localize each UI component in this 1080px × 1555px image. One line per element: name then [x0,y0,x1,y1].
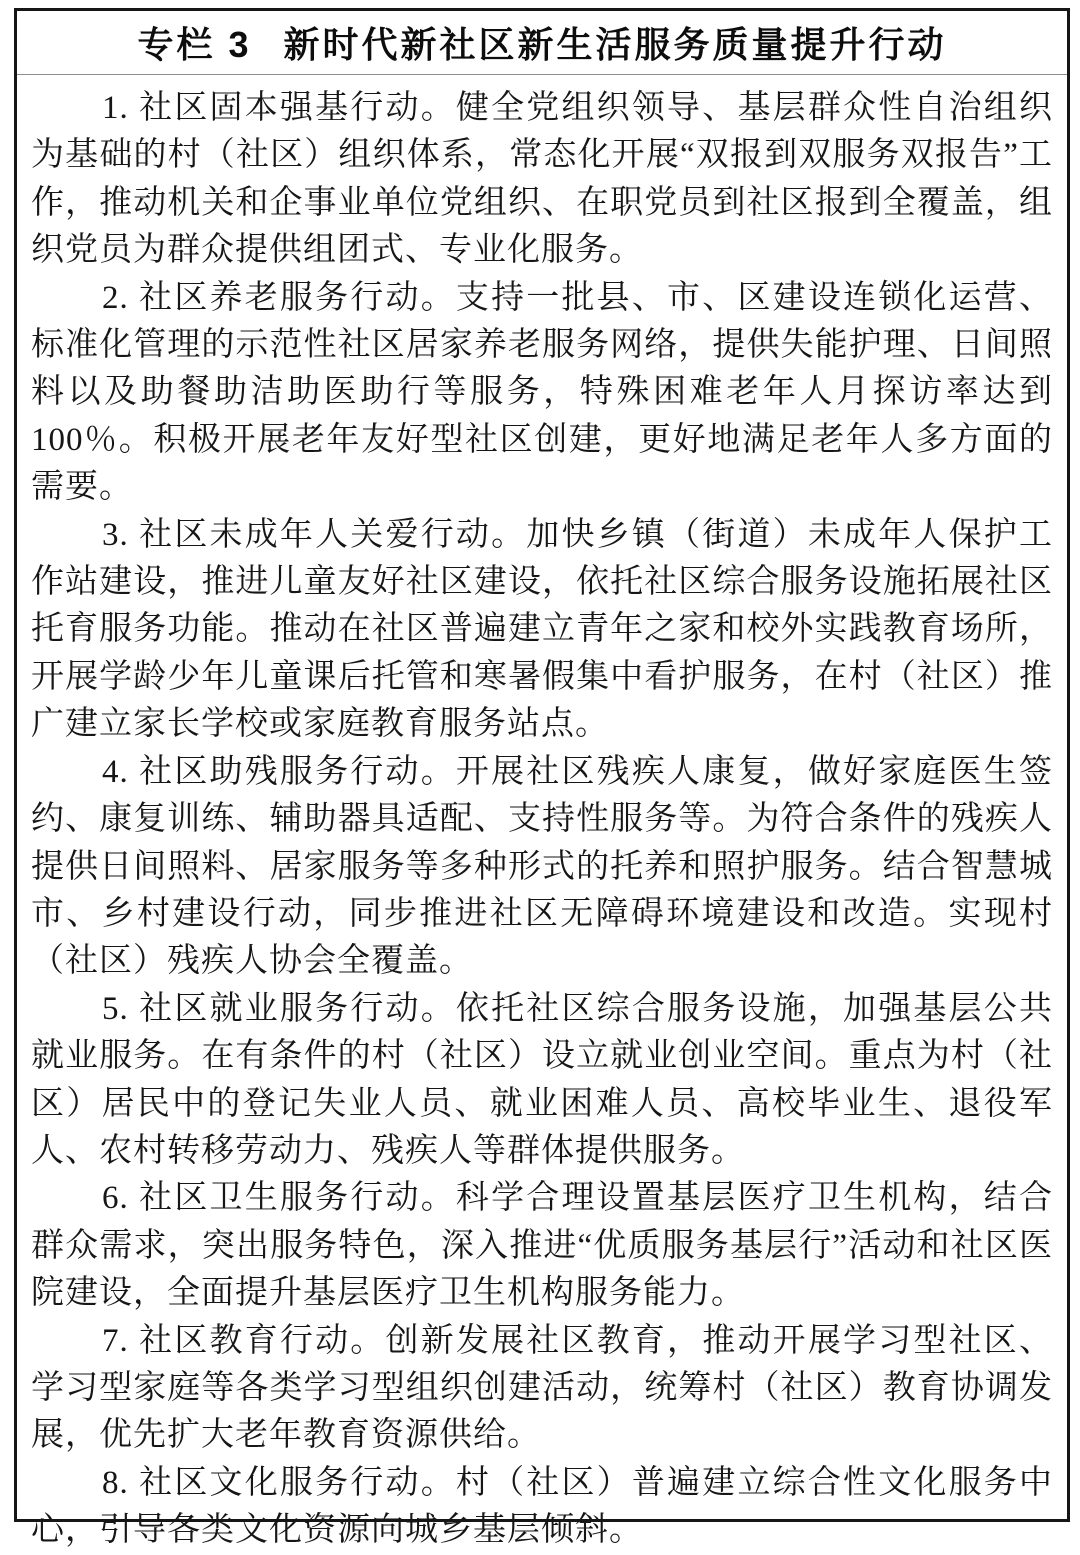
paragraph: 3. 社区未成年人关爱行动。加快乡镇（街道）未成年人保护工作站建设，推进儿童友好社区建设，依托社区综合服务设施拓展社区托育服务功能。推动在社区普遍建立青年之家和校外实践教育场所，开展学龄少年儿童课后托管和寒暑假集中看护服务，在村（社区）推广建立家长学校或家庭教育服务站点。 [31,516,1053,743]
box-body [17,75,1067,1555]
paragraph: 6. 社区卫生服务行动。科学合理设置基层医疗卫生机构，结合群众需求，突出服务特色，深入推进“优质服务基层行”活动和社区医院建设，全面提升基层医疗卫生机构服务能力。 [31,1180,1053,1312]
paragraph: 2. 社区养老服务行动。支持一批县、市、区建设连锁化运营、标准化管理的示范性社区居家养老服务网络，提供失能护理、日间照料以及助餐助洁助医助行等服务，特殊困难老年人月探访率达到100％。积极开展老年友好型社区创建，更好地满足老年人多方面的需要。 [31,279,1053,506]
box-title-prefix: 专栏 3 [137,24,252,65]
paragraph: 1. 社区固本强基行动。健全党组织领导、基层群众性自治组织为基础的村（社区）组织体系，常态化开展“双报到双服务双报告”工作，推动机关和企事业单位党组织、在职党员到社区报到全覆盖，组织党员为群众提供组团式、专业化服务。 [31,90,1053,269]
paragraph: 5. 社区就业服务行动。依托社区综合服务设施，加强基层公共就业服务。在有条件的村（社区）设立就业创业空间。重点为村（社区）居民中的登记失业人员、就业困难人员、高校毕业生、退役军人、农村转移劳动力、残疾人等群体提供服务。 [31,990,1053,1169]
paragraph: 8. 社区文化服务行动。村（社区）普遍建立综合性文化服务中心，引导各类文化资源向城乡基层倾斜。 [31,1464,1053,1549]
column-box [14,8,1070,1549]
paragraph: 7. 社区教育行动。创新发展社区教育，推动开展学习型社区、学习型家庭等各类学习型组织创建活动，统筹村（社区）教育协调发展，优先扩大老年教育资源供给。 [31,1322,1053,1454]
paragraph: 4. 社区助残服务行动。开展社区残疾人康复，做好家庭医生签约、康复训练、辅助器具适配、支持性服务等。为符合条件的残疾人提供日间照料、居家服务等多种形式的托养和照护服务。结合智慧城市、乡村建设行动，同步推进社区无障碍环境建设和改造。实现村（社区）残疾人协会全覆盖。 [31,753,1053,980]
box-title [17,11,1067,75]
box-title-text: 新时代新社区新生活服务质量提升行动 [283,24,947,65]
